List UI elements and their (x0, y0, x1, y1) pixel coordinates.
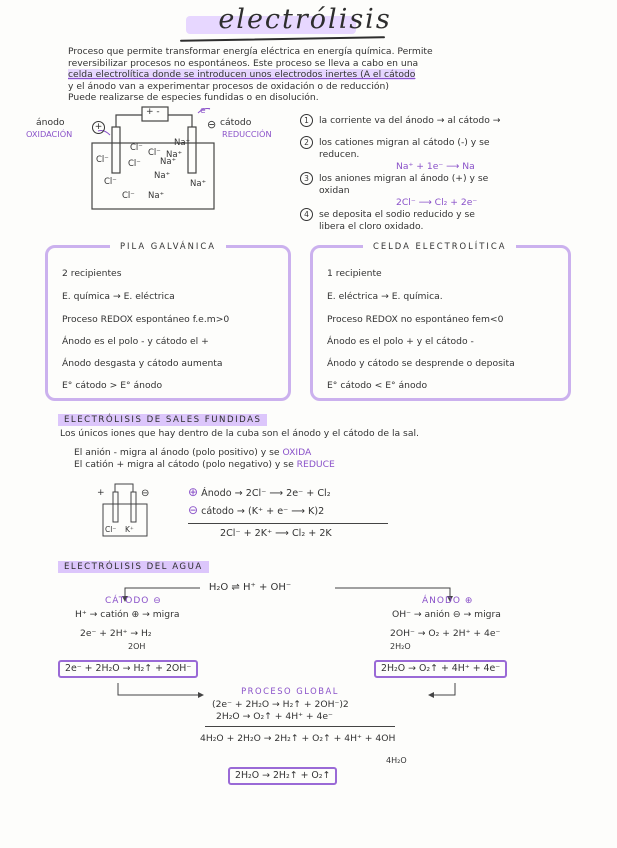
catodo-result-box: 2e⁻ + 2H₂O → H₂↑ + 2OH⁻ (58, 660, 198, 678)
step-2: 2 los cationes migran al cátodo (-) y se reducen. Na⁺ + 1e⁻ ⟶ Na (300, 136, 490, 172)
electron-label: e⁻ (200, 105, 211, 116)
pila-item: Ánodo desgasta y cátodo aumenta (62, 358, 223, 369)
molten-ion-cl: Cl⁻ (105, 525, 117, 534)
molten-ion-k: K⁺ (125, 525, 134, 534)
catodo-heading: CÁTODO ⊖ (105, 596, 162, 606)
global-sum-line (205, 726, 395, 727)
anode-label: ánodo (36, 117, 65, 128)
title-underline (180, 36, 385, 42)
anodo-result-box: 2H₂O → O₂↑ + 4H⁺ + 4e⁻ (374, 660, 507, 678)
pila-item: 2 recipientes (62, 268, 122, 279)
global-label: PROCESO GLOBAL (241, 686, 339, 696)
step-1: 1 la corriente va del ánodo → al cátodo → (300, 114, 500, 127)
oxidation-label: OXIDACIÓN (26, 129, 73, 139)
sales-intro-line: Los únicos iones que hay dentro de la cuba son el ánodo y el cátodo de la sal. (60, 428, 419, 439)
ion: Cl⁻ (122, 191, 135, 201)
pila-galvanica-box (45, 241, 291, 401)
molten-salt-diagram (95, 480, 155, 540)
steps-list (300, 114, 600, 234)
celda-item: Ánodo y cátodo se desprende o deposita (327, 358, 515, 369)
intro-paragraph (68, 46, 548, 104)
molten-plus-icon: + (97, 488, 105, 498)
sales-sum-line (188, 523, 388, 524)
ion: Na⁺ (166, 150, 183, 160)
agua-tag: ELECTRÓLISIS DEL AGUA (58, 561, 209, 573)
catodo-note: 2OH (128, 642, 146, 651)
intro-line: celda electrolítica donde se introducen unos electrodos inertes (A el cátodo (68, 69, 416, 81)
celda-item: Proceso REDOX no espontáneo fem<0 (327, 314, 504, 325)
intro-line: Proceso que permite transformar energía eléctrica en energía química. Permite (68, 46, 433, 57)
catodo-sub: H⁺ → catión ⊕ → migra (75, 609, 180, 620)
global-eq-3: 4H₂O + 2H₂O → 2H₂↑ + O₂↑ + 4H⁺ + 4OH (200, 733, 396, 744)
catodo-eq: 2e⁻ + 2H⁺ → H₂ (80, 628, 152, 639)
pila-galvanica-title: PILA GALVÁNICA (110, 241, 226, 251)
celda-item: E. eléctrica → E. química. (327, 291, 443, 302)
ion: Na⁺ (154, 171, 171, 181)
page-title: electrólisis (218, 4, 392, 35)
anion-rule: El anión - migra al ánodo (polo positivo) y se OXIDA (74, 447, 312, 458)
anodo-note: 2H₂O (390, 642, 411, 651)
cathode-label: cátodo (220, 117, 252, 128)
cation-rule: El catión + migra al cátodo (polo negativo) y se REDUCE (74, 459, 335, 470)
electrolytic-cell-diagram (26, 105, 280, 215)
ion: Na⁺ (174, 138, 191, 148)
anodo-sub: OH⁻ → anión ⊖ → migra (392, 609, 501, 620)
ion: Cl⁻ (130, 143, 143, 153)
ion: Cl⁻ (96, 155, 109, 165)
water-arrows (0, 580, 617, 700)
sales-fundidas-tag: ELECTRÓLISIS DE SALES FUNDIDAS (58, 414, 267, 426)
ion: Cl⁻ (104, 177, 117, 187)
ion: Na⁺ (160, 157, 177, 167)
step-3: 3 los aniones migran al ánodo (+) y se oxidan 2Cl⁻ ⟶ Cl₂ + 2e⁻ (300, 172, 488, 208)
pila-item: E. química → E. eléctrica (62, 291, 175, 302)
celda-electrolitica-box (310, 241, 571, 401)
sales-total-eq: 2Cl⁻ + 2K⁺ ⟶ Cl₂ + 2K (220, 528, 332, 539)
ion: Na⁺ (190, 179, 207, 189)
global-eq-1: (2e⁻ + 2H₂O → H₂↑ + 2OH⁻)2 (212, 699, 349, 710)
ion: Cl⁻ (148, 148, 161, 158)
water-equilibrium: H₂O ⇌ H⁺ + OH⁻ (208, 582, 292, 593)
celda-item: Ánodo es el polo + y el cátodo - (327, 336, 474, 347)
battery-label: + - (146, 107, 160, 117)
intro-line: y el ánodo van a experimentar procesos de oxidación o de reducción) (68, 80, 389, 92)
pila-item: Ánodo es el polo - y cátodo el + (62, 336, 209, 347)
final-result-box: 2H₂O → 2H₂↑ + O₂↑ (228, 767, 337, 785)
pila-item: E° cátodo > E° ánodo (62, 380, 163, 391)
global-eq-3-note: 4H₂O (386, 756, 407, 765)
sales-anode-eq: ⊕ Ánodo → 2Cl⁻ ⟶ 2e⁻ + Cl₂ (188, 485, 331, 499)
molten-minus-icon: ⊖ (141, 488, 150, 499)
anodo-eq: 2OH⁻ → O₂ + 2H⁺ + 4e⁻ (390, 628, 501, 639)
global-eq-2: 2H₂O → O₂↑ + 4H⁺ + 4e⁻ (216, 711, 333, 722)
sales-cathode-eq: ⊖ cátodo → (K⁺ + e⁻ ⟶ K)2 (188, 503, 325, 517)
intro-line: reversibilizar procesos no espontáneos. Este proceso se lleva a cabo en una (68, 57, 419, 69)
celda-electrolitica-title: CELDA ELECTROLÍTICA (363, 241, 516, 251)
celda-item: E° cátodo < E° ánodo (327, 380, 428, 391)
pila-item: Proceso REDOX espontáneo f.e.m>0 (62, 314, 230, 325)
cathode-minus-icon: ⊖ (207, 118, 217, 131)
anodo-heading: ÁNODO ⊕ (422, 596, 474, 606)
ion: Na⁺ (148, 191, 165, 201)
intro-line: Puede realizarse de especies fundidas o en disolución. (68, 92, 319, 104)
ion: Cl⁻ (128, 159, 141, 169)
anode-plus-icon: + (92, 121, 105, 134)
step-4: 4 se deposita el sodio reducido y se libera el cloro oxidado. (300, 208, 475, 233)
reduction-label: REDUCCIÓN (222, 129, 272, 139)
celda-item: 1 recipiente (327, 268, 382, 279)
